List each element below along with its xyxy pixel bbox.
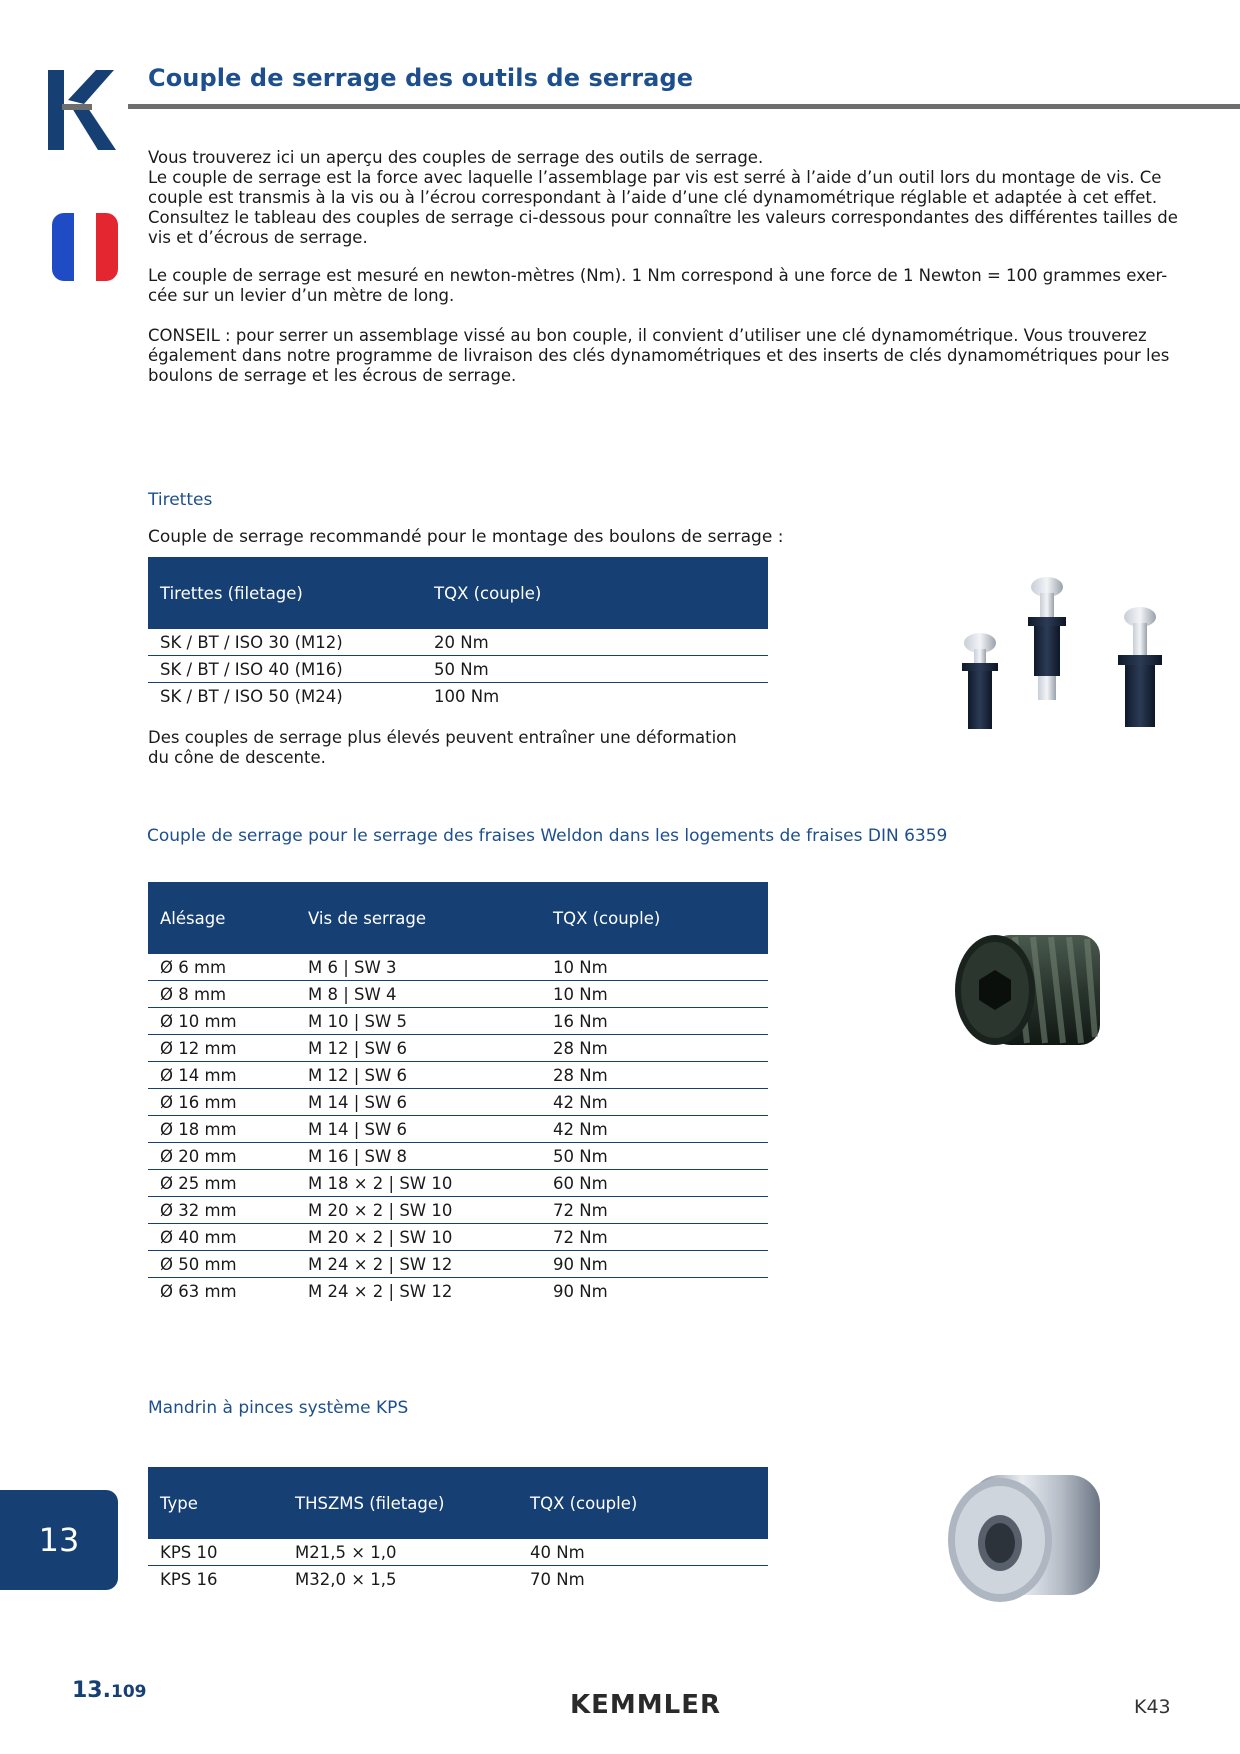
- table-cell: 40 Nm: [518, 1539, 768, 1566]
- intro-paragraph-1: Vous trouverez ici un aperçu des couples de serrage des outils de serrage. Le couple de serrage est la force avec laquelle l’assemblage par vis est serré à l’aide d’un outil lors du montage de vis. Ce couple est transmis à la vis ou à l’écrou correspondant à l’aide d’une clé dynamométrique réglable et adaptée à cet effet. Consultez le tableau des couples de serrage ci-dessous pour connaître les valeurs correspondantes des différentes tailles de vis et d’écrous de serrage.: [148, 148, 1178, 247]
- table-row: [148, 683, 768, 710]
- table-row: [148, 954, 768, 981]
- table-header-row: [148, 557, 768, 629]
- table-row: [148, 981, 768, 1008]
- set-screw-product-image: [945, 925, 1115, 1055]
- table-cell: 50 Nm: [541, 1143, 768, 1170]
- table-cell: M 14 | SW 6: [296, 1116, 541, 1143]
- table-row: [148, 1539, 768, 1566]
- table-cell: Ø 32 mm: [148, 1197, 296, 1224]
- table-cell: Ø 25 mm: [148, 1170, 296, 1197]
- table-cell: Ø 6 mm: [148, 954, 296, 981]
- column-header: THSZMS (filetage): [283, 1467, 518, 1539]
- table-cell: M32,0 × 1,5: [295, 1569, 397, 1589]
- table-cell: 90 Nm: [541, 1251, 768, 1278]
- table-cell: M 20 × 2 | SW 10: [296, 1224, 541, 1251]
- table-cell: 10 Nm: [541, 981, 768, 1008]
- table-row: [148, 1278, 768, 1305]
- table-cell: 50 Nm: [422, 656, 768, 683]
- table-row: [148, 1251, 768, 1278]
- catalog-reference: K43: [1134, 1696, 1171, 1718]
- table-row: [148, 1089, 768, 1116]
- table-cell: M 24 × 2 | SW 12: [296, 1251, 541, 1278]
- table-row: [148, 1224, 768, 1251]
- chapter-tab: 13: [0, 1490, 118, 1590]
- table-cell: SK / BT / ISO 50 (M24): [160, 686, 343, 706]
- table-cell: 90 Nm: [553, 1281, 608, 1301]
- table-cell: Ø 12 mm: [148, 1035, 296, 1062]
- table-cell: 28 Nm: [541, 1035, 768, 1062]
- table-row: [148, 1143, 768, 1170]
- table-cell: Ø 10 mm: [148, 1008, 296, 1035]
- section-caption: Couple de serrage recommandé pour le montage des boulons de serrage :: [148, 527, 784, 547]
- table-cell: M 16 | SW 8: [296, 1143, 541, 1170]
- table-cell: M 14 | SW 6: [296, 1089, 541, 1116]
- table-cell: 60 Nm: [541, 1170, 768, 1197]
- column-header: Vis de serrage: [296, 882, 541, 954]
- section-title-weldon: Couple de serrage pour le serrage des fraises Weldon dans les logements de fraises DIN 6359: [147, 826, 948, 846]
- table-cell: 16 Nm: [541, 1008, 768, 1035]
- table-cell: M 24 × 2 | SW 12: [308, 1281, 453, 1301]
- table-cell: Ø 40 mm: [148, 1224, 296, 1251]
- table-row: [148, 1062, 768, 1089]
- section-title-tirettes: Tirettes: [148, 490, 213, 510]
- table-cell: M 6 | SW 3: [296, 954, 541, 981]
- table-cell: 100 Nm: [434, 686, 500, 706]
- table-cell: M 12 | SW 6: [296, 1062, 541, 1089]
- table-cell: M 20 × 2 | SW 10: [296, 1197, 541, 1224]
- table-row: [148, 1035, 768, 1062]
- table-cell: KPS 10: [148, 1539, 283, 1566]
- table-cell: 72 Nm: [541, 1224, 768, 1251]
- table-cell: 10 Nm: [541, 954, 768, 981]
- column-header: TQX (couple): [422, 557, 768, 629]
- table-row: [148, 629, 768, 656]
- page-number-major: 13.: [72, 1678, 111, 1703]
- table-cell: 70 Nm: [530, 1569, 585, 1589]
- table-row: [148, 656, 768, 683]
- intro-paragraph-2: Le couple de serrage est mesuré en newton-mètres (Nm). 1 Nm correspond à une force de 1 Newton = 100 grammes exer-cée sur un levier d’un mètre de long.: [148, 266, 1168, 305]
- table-cell: Ø 16 mm: [148, 1089, 296, 1116]
- table-cell: M21,5 × 1,0: [283, 1539, 518, 1566]
- table-row: [148, 1566, 768, 1593]
- page-number-minor: 109: [110, 1682, 147, 1702]
- table-header-row: [148, 882, 768, 954]
- pull-stud-product-image: [950, 575, 1180, 740]
- section-note: Des couples de serrage plus élevés peuvent entraîner une déformation du cône de descente.: [148, 728, 737, 767]
- column-header: Alésage: [148, 882, 296, 954]
- section-title-kps: Mandrin à pinces système KPS: [148, 1398, 409, 1418]
- collet-chuck-nut-product-image: [940, 1455, 1110, 1615]
- table-cell: 28 Nm: [541, 1062, 768, 1089]
- table-cell: 42 Nm: [541, 1089, 768, 1116]
- table-header-row: [148, 1467, 768, 1539]
- page-title: Couple de serrage des outils de serrage: [148, 64, 694, 92]
- table-cell: Ø 20 mm: [148, 1143, 296, 1170]
- brand-logo: KEMMLER: [570, 1690, 722, 1720]
- column-header: TQX (couple): [518, 1467, 768, 1539]
- table-cell: SK / BT / ISO 30 (M12): [148, 629, 422, 656]
- table-cell: M 12 | SW 6: [296, 1035, 541, 1062]
- table-tirettes: [148, 557, 768, 709]
- table-row: [148, 1116, 768, 1143]
- column-header: TQX (couple): [541, 882, 768, 954]
- table-cell: Ø 8 mm: [148, 981, 296, 1008]
- kemmler-k-logo: [48, 70, 118, 150]
- title-divider: [128, 104, 1240, 109]
- table-cell: SK / BT / ISO 40 (M16): [148, 656, 422, 683]
- table-cell: Ø 63 mm: [160, 1281, 237, 1301]
- table-cell: M 18 × 2 | SW 10: [296, 1170, 541, 1197]
- table-cell: 72 Nm: [541, 1197, 768, 1224]
- table-row: [148, 1008, 768, 1035]
- table-cell: KPS 16: [160, 1569, 218, 1589]
- table-weldon: [148, 882, 768, 1304]
- table-cell: 42 Nm: [541, 1116, 768, 1143]
- table-cell: M 10 | SW 5: [296, 1008, 541, 1035]
- table-cell: Ø 18 mm: [148, 1116, 296, 1143]
- table-cell: Ø 50 mm: [148, 1251, 296, 1278]
- table-cell: Ø 14 mm: [148, 1062, 296, 1089]
- table-cell: 20 Nm: [422, 629, 768, 656]
- table-cell: M 8 | SW 4: [296, 981, 541, 1008]
- table-row: [148, 1197, 768, 1224]
- table-kps: [148, 1467, 768, 1592]
- intro-paragraph-3: CONSEIL : pour serrer un assemblage vissé au bon couple, il convient d’utiliser une clé dynamométrique. Vous trouverez également dans notre programme de livraison des clés dynamométriques et des inserts de clés dynamométriques pour les boulons de serrage et les écrous de serrage.: [148, 326, 1170, 385]
- table-row: [148, 1170, 768, 1197]
- column-header: Type: [148, 1467, 283, 1539]
- france-flag-icon: [52, 213, 118, 281]
- column-header: Tirettes (filetage): [148, 557, 422, 629]
- page-number: [72, 1678, 146, 1703]
